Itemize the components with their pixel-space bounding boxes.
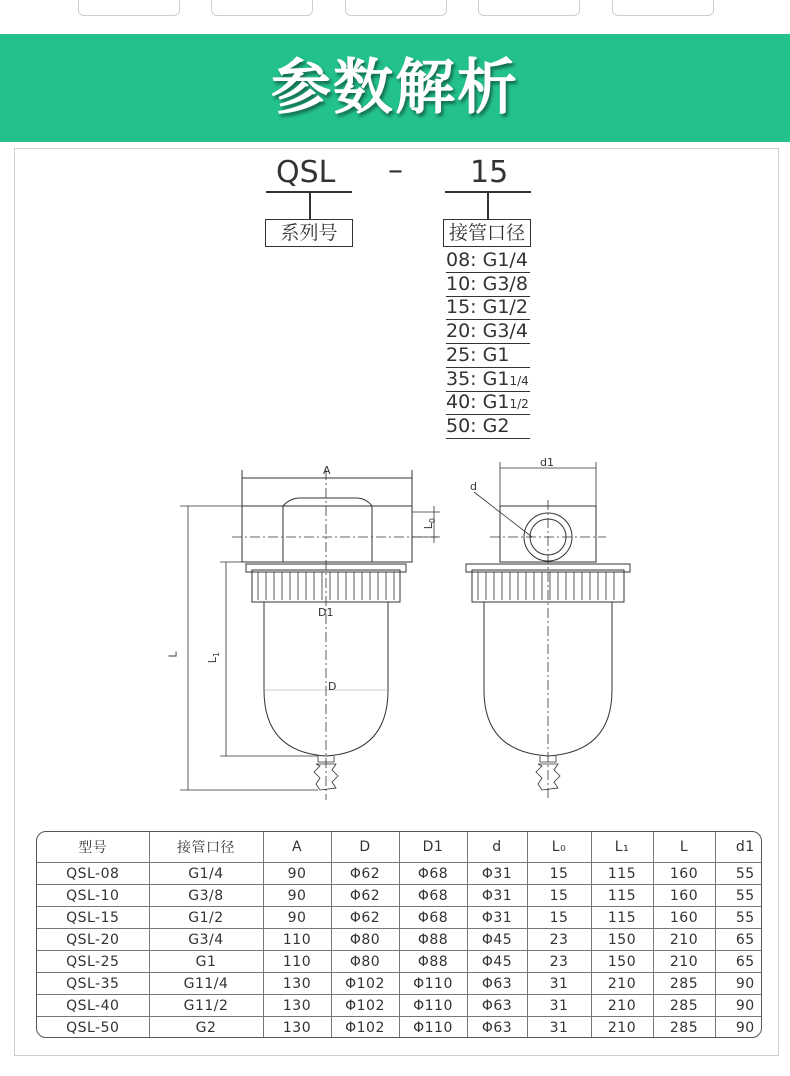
table-cell: 65 — [715, 951, 762, 973]
label-L1: $L_1$ — [206, 651, 222, 664]
table-cell: 90 — [263, 863, 331, 885]
table-cell: Φ88 — [399, 929, 467, 951]
table-cell: Φ68 — [399, 863, 467, 885]
table-cell: 150 — [591, 929, 653, 951]
table-cell: QSL-25 — [37, 951, 149, 973]
table-cell: G3/4 — [149, 929, 263, 951]
label-A: A — [323, 464, 331, 477]
table-cell: 160 — [653, 907, 715, 929]
table-row — [37, 929, 762, 951]
table-cell: 90 — [715, 995, 762, 1017]
table-header-cell: L₁ — [591, 832, 653, 863]
port-size-item: 25: G1 — [446, 343, 530, 368]
model-prefix: QSL — [276, 155, 336, 190]
table-cell: 210 — [591, 973, 653, 995]
table-cell: Φ88 — [399, 951, 467, 973]
left-bowl — [264, 602, 388, 756]
table-cell: 55 — [715, 885, 762, 907]
table-cell: 31 — [527, 1017, 591, 1039]
table-cell: Φ62 — [331, 863, 399, 885]
d-leader — [474, 492, 532, 537]
table-cell: G1/2 — [149, 907, 263, 929]
port-size-item: 40: G11/2 — [446, 391, 529, 414]
port-size-item: 08: G1/4 — [446, 248, 530, 273]
table-cell: 210 — [591, 1017, 653, 1039]
table-cell: Φ80 — [331, 951, 399, 973]
table-row — [37, 951, 762, 973]
table-cell: 160 — [653, 863, 715, 885]
table-header-cell: A — [263, 832, 331, 863]
table-cell: 210 — [653, 951, 715, 973]
port-size-item: 50: G2 — [446, 414, 530, 439]
table-cell: QSL-50 — [37, 1017, 149, 1039]
table-cell: Φ63 — [467, 995, 527, 1017]
table-header-cell: d1 — [715, 832, 762, 863]
banner-title: 参数解析 — [271, 53, 519, 123]
table-row — [37, 995, 762, 1017]
table-cell: 15 — [527, 907, 591, 929]
table-row — [37, 863, 762, 885]
table-cell: 130 — [263, 973, 331, 995]
table-cell: QSL-40 — [37, 995, 149, 1017]
table-header-cell: D1 — [399, 832, 467, 863]
table-cell: 15 — [527, 885, 591, 907]
right-bowl — [484, 602, 612, 756]
table-cell: 65 — [715, 929, 762, 951]
table-cell: 285 — [653, 1017, 715, 1039]
table-cell: Φ63 — [467, 973, 527, 995]
table-cell: 110 — [263, 951, 331, 973]
table-cell: QSL-35 — [37, 973, 149, 995]
table-cell: 285 — [653, 995, 715, 1017]
table-cell: 130 — [263, 1017, 331, 1039]
table-cell: G2 — [149, 1017, 263, 1039]
table-cell: 110 — [263, 929, 331, 951]
port-size-box: 接管口径 — [443, 219, 531, 247]
table-cell: 15 — [527, 863, 591, 885]
L1-dim — [220, 562, 318, 756]
spec-table — [36, 831, 762, 1038]
table-header-cell: d — [467, 832, 527, 863]
table-cell: Φ63 — [467, 1017, 527, 1039]
table-cell: Φ68 — [399, 885, 467, 907]
table-cell: 90 — [263, 885, 331, 907]
table-cell: 210 — [653, 929, 715, 951]
table-cell: QSL-15 — [37, 907, 149, 929]
table-header-cell: D — [331, 832, 399, 863]
table-cell: 23 — [527, 951, 591, 973]
label-D: D — [328, 680, 337, 693]
table-cell: 31 — [527, 973, 591, 995]
series-box: 系列号 — [265, 219, 353, 247]
table-body — [37, 863, 762, 1039]
table-row — [37, 973, 762, 995]
table-row — [37, 907, 762, 929]
table-cell: G1 — [149, 951, 263, 973]
table-cell: Φ31 — [467, 885, 527, 907]
label-d: d — [470, 480, 477, 493]
table-header-cell: L — [653, 832, 715, 863]
table-cell: G11/4 — [149, 973, 263, 995]
table-header-cell: 型号 — [37, 832, 149, 863]
table-cell: 90 — [263, 907, 331, 929]
table-cell: 160 — [653, 885, 715, 907]
label-D1: D1 — [318, 606, 334, 619]
table-cell: Φ110 — [399, 1017, 467, 1039]
table-cell: 115 — [591, 863, 653, 885]
table-header-row — [37, 832, 762, 863]
model-suffix: 15 — [470, 155, 509, 190]
table-cell: 23 — [527, 929, 591, 951]
table-cell: 130 — [263, 995, 331, 1017]
table-cell: Φ102 — [331, 995, 399, 1017]
model-dash: – — [388, 153, 403, 188]
table-cell: 285 — [653, 973, 715, 995]
table-cell: 115 — [591, 885, 653, 907]
table-cell: Φ31 — [467, 907, 527, 929]
table-cell: Φ45 — [467, 951, 527, 973]
label-d1: d1 — [540, 456, 554, 469]
table-row — [37, 885, 762, 907]
label-L: L — [166, 651, 180, 658]
table-cell: Φ68 — [399, 907, 467, 929]
table-row — [37, 1017, 762, 1039]
table-header-cell: 接管口径 — [149, 832, 263, 863]
table-cell: 150 — [591, 951, 653, 973]
table-cell: Φ110 — [399, 973, 467, 995]
table-cell: G1/4 — [149, 863, 263, 885]
table-cell: 115 — [591, 907, 653, 929]
port-size-item: 35: G11/4 — [446, 367, 529, 390]
table-cell: Φ110 — [399, 995, 467, 1017]
table-header-cell: L₀ — [527, 832, 591, 863]
port-size-item: 15: G1/2 — [446, 295, 530, 320]
table-cell: G11/2 — [149, 995, 263, 1017]
left-fitting-body — [242, 506, 412, 562]
table-cell: Φ45 — [467, 929, 527, 951]
table-cell: Φ102 — [331, 1017, 399, 1039]
table-cell: Φ62 — [331, 907, 399, 929]
label-Lo: $L_0$ — [422, 517, 438, 530]
port-size-item: 10: G3/8 — [446, 272, 530, 297]
table-cell: Φ62 — [331, 885, 399, 907]
table-cell: 90 — [715, 1017, 762, 1039]
table-cell: 31 — [527, 995, 591, 1017]
table-cell: 210 — [591, 995, 653, 1017]
table-cell: QSL-08 — [37, 863, 149, 885]
left-fitting-neck — [283, 498, 372, 506]
table-cell: G3/8 — [149, 885, 263, 907]
table-cell: QSL-10 — [37, 885, 149, 907]
table-cell: Φ31 — [467, 863, 527, 885]
table-cell: 90 — [715, 973, 762, 995]
port-size-item: 20: G3/4 — [446, 319, 530, 344]
table-cell: Φ80 — [331, 929, 399, 951]
table-cell: Φ102 — [331, 973, 399, 995]
table-cell: 55 — [715, 863, 762, 885]
L-dim — [180, 506, 318, 790]
left-fitting-center — [283, 506, 372, 562]
table-cell: QSL-20 — [37, 929, 149, 951]
table-cell: 55 — [715, 907, 762, 929]
